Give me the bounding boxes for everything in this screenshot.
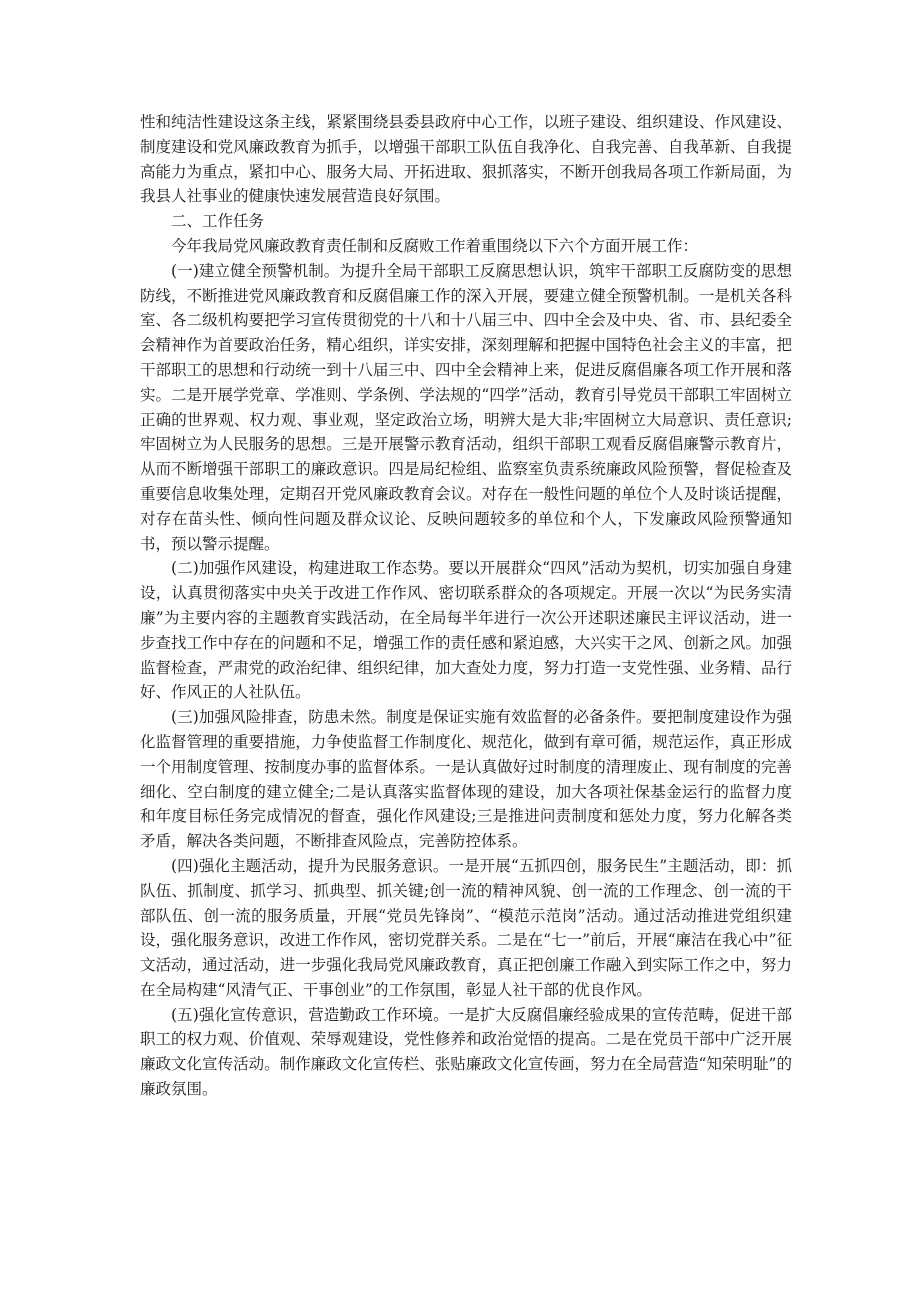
paragraph-task-4: (四)强化主题活动，提升为民服务意识。一是开展“五抓四创，服务民生”主题活动，即：抓队伍、抓制度、抓学习、抓典型、抓关键;创一流的精神风貌、创一流的工作理念、创一流的干部队伍、创一流的服务质量，开展“党员先锋岗”、“模范示范岗”活动。通过活动推进党组织建设，强化服务意识，改进工作作风，密切党群关系。二是在“七一”前后，开展“廉洁在我心中”征文活动，通过活动，进一步强化我局党风廉政教育，真正把创廉工作融入到实际工作之中，努力在全局构建“风清气正、干事创业”的工作氛围，彰显人社干部的优良作风。 (140, 856, 792, 999)
paragraph-task-3: (三)加强风险排查，防患未然。制度是保证实施有效监督的必备条件。要把制度建设作为强化监督管理的重要措施，力争使监督工作制度化、规范化，做到有章可循，规范运作，真正形成一个用制度管理、按制度办事的监督体系。一是认真做好过时制度的清理废止、现有制度的完善细化、空白制度的建立健全;二是认真落实监督体现的建设，加大各项社保基金运行的监督力度和年度目标任务完成情况的督查，强化作风建设;三是推进问责制度和惩处力度，努力化解各类矛盾，解决各类问题，不断排查风险点，完善防控体系。 (140, 708, 792, 851)
paragraph-task-5: (五)强化宣传意识，营造勤政工作环境。一是扩大反腐倡廉经验成果的宣传范畴，促进干部职工的权力观、价值观、荣辱观建设，党性修养和政治觉悟的提高。二是在党员干部中广泛开展廉政文化宣传活动。制作廉政文化宣传栏、张贴廉政文化宣传画，努力在全局营造“知荣明耻”的廉政氛围。 (140, 1005, 792, 1099)
paragraph-intro-continuation: 性和纯洁性建设这条主线，紧紧围绕县委县政府中心工作，以班子建设、组织建设、作风建设、制度建设和党风廉政教育为抓手，以增强干部职工队伍自我净化、自我完善、自我革新、自我提高能力为重点，紧扣中心、服务大局、开拓进取、狠抓落实，不断开创我局各项工作新局面，为我县人社事业的健康快速发展营造良好氛围。 (140, 113, 792, 206)
section-heading-work-tasks: 二、工作任务 (171, 212, 265, 231)
paragraph-task-2: (二)加强作风建设，构建进取工作态势。要以开展群众“四风”活动为契机，切实加强自身建设，认真贯彻落实中央关于改进工作作风、密切联系群众的各项规定。开展一次以“为民务实清廉”为主要内容的主题教育实践活动，在全局每半年进行一次公开述职述廉民主评议活动，进一步查找工作中存在的问题和不足，增强工作的责任感和紧迫感，大兴实干之风、创新之风。加强监督检查，严肃党的政治纪律、组织纪律，加大查处力度，努力打造一支党性强、业务精、品行好、作风正的人社队伍。 (140, 559, 792, 702)
paragraph-task-1: (一)建立健全预警机制。为提升全局干部职工反腐思想认识，筑牢干部职工反腐防变的思想防线，不断推进党风廉政教育和反腐倡廉工作的深入开展，要建立健全预警机制。一是机关各科室、各二级机构要把学习宣传贯彻党的十八和十八届三中、四中全会及中央、省、市、县纪委全会精神作为首要政治任务，精心组织，详实安排，深刻理解和把握中国特色社会主义的丰富，把干部职工的思想和行动统一到十八届三中、四中全会精神上来，促进反腐倡廉各项工作开展和落实。二是开展学党章、学准则、学条例、学法规的“四学”活动，教育引导党员干部职工牢固树立正确的世界观、权力观、事业观，坚定政治立场，明辨大是大非;牢固树立大局意识、责任意识;牢固树立为人民服务的思想。三是开展警示教育活动，组织干部职工观看反腐倡廉警示教育片，从而不断增强干部职工的廉政意识。四是局纪检组、监察室负责系统廉政风险预警，督促检查及重要信息收集处理，定期召开党风廉政教育会议。对存在一般性问题的单位个人及时谈话提醒，对存在苗头性、倾向性问题及群众议论、反映问题较多的单位和个人，下发廉政风险预警通知书，预以警示提醒。 (140, 261, 792, 553)
paragraph-tasks-intro: 今年我局党风廉政教育责任制和反腐败工作着重围绕以下六个方面开展工作： (171, 236, 699, 255)
document-page (140, 110, 792, 1102)
